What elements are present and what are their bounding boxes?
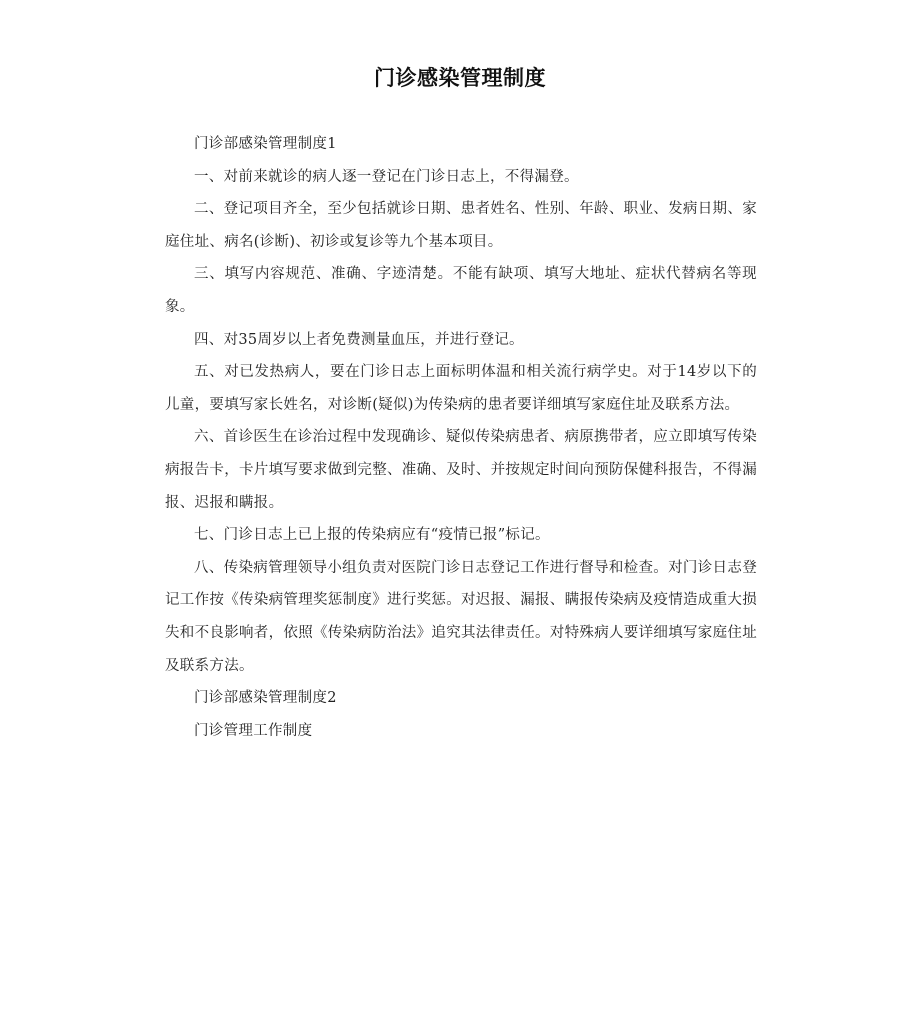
paragraph: 一、对前来就诊的病人逐一登记在门诊日志上，不得漏登。 — [194, 168, 579, 185]
paragraph: 七、门诊日志上已上报的传染病应有“疫情已报”标记。 — [194, 527, 550, 544]
paragraph: 五、对已发热病人，要在门诊日志上面标明体温和相关流行病学史。对于14岁以下的儿童，要填写家长姓名，对诊断(疑似)为传染病的患者要详细填写家庭住址及联系方法。 — [165, 364, 757, 413]
paragraph: 二、登记项目齐全，至少包括就诊日期、患者姓名、性别、年龄、职业、发病日期、家庭住址、病名(诊断)、初诊或复诊等九个基本项目。 — [165, 201, 757, 250]
section-heading-2: 门诊部感染管理制度2 — [194, 690, 337, 707]
section-heading-1: 门诊部感染管理制度1 — [194, 136, 337, 152]
paragraph: 三、填写内容规范、准确、字迹清楚。不能有缺项、填写大地址、症状代替病名等现象。 — [165, 266, 757, 315]
paragraph: 八、传染病管理领导小组负责对医院门诊日志登记工作进行督导和检查。对门诊日志登记工作按《传染病管理奖惩制度》进行奖惩。对迟报、漏报、瞒报传染病及疫情造成重大损失和不良影响者，依照《传染病防治法》追究其法律责任。对特殊病人要详细填写家庭住址及联系方法。 — [165, 559, 757, 674]
paragraph: 六、首诊医生在诊治过程中发现确诊、疑似传染病患者、病原携带者，应立即填写传染病报告卡，卡片填写要求做到完整、准确、及时、并按规定时间向预防保健科报告，不得漏报、迟报和瞒报。 — [165, 429, 757, 511]
document-title: 门诊感染管理制度 — [374, 66, 546, 90]
paragraph: 四、对35周岁以上者免费测量血压，并进行登记。 — [194, 331, 524, 348]
section-heading-3: 门诊管理工作制度 — [194, 722, 313, 739]
document-body — [165, 128, 757, 747]
